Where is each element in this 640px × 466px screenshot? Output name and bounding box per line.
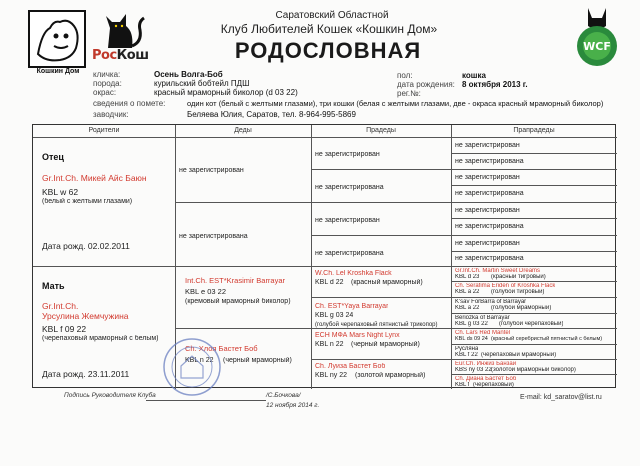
sign-date: 12 ноября 2014 г. [266, 402, 320, 409]
ggp-7-color: (черный мраморный) [351, 341, 420, 348]
mother-name: Урсулина Жемчужина [42, 311, 129, 321]
gggp-4: не зарегистрирована [455, 190, 524, 197]
grandparent-mm-name: Int.Ch. EST*Krasimir Barrayar [185, 277, 286, 285]
ggp-4: не зарегистрирована [315, 250, 384, 257]
gggp-11-name: K'sav ForBarra of Barrayar [455, 299, 527, 305]
gggp-10-name: Ch. Serafima Eriden of Kroshka Flack [455, 283, 556, 289]
region-title: Саратовский Областной [275, 10, 389, 21]
ggp-6-code: KBL g 03 24 [315, 312, 354, 319]
father-name: Gr.Int.Ch. Микей Айс Баюн [42, 173, 147, 183]
gggp-14-name: Русляна [455, 346, 479, 352]
grandparent-ff: не зарегистрирован [179, 167, 244, 174]
ggp-2: не зарегистрирована [315, 184, 384, 191]
ggp-8-color: (золотой мраморный) [355, 372, 426, 379]
gggp-6: не зарегистрирована [455, 223, 524, 230]
father-section-title: Отец [42, 153, 64, 162]
sex-value: кошка [462, 71, 486, 80]
gggp-10-code: KBL a 22 [455, 289, 480, 295]
signer-name: /С.Бочкова/ [266, 392, 301, 399]
ggp-6-color: (голубой черепаховый пятнистый трикопор) [315, 322, 438, 328]
gggp-15-color: (золотой мраморный биколор) [491, 367, 576, 373]
breeder-value: Беляева Юлия, Саратов, тел. 8-964-995-5869 [187, 110, 356, 119]
grandparent-mm-color: (кремовый мраморный биколор) [185, 298, 291, 305]
gggp-16-code: KBL f [455, 382, 470, 388]
dob-value: 8 октября 2013 г. [462, 80, 528, 89]
gggp-15-name: Eur.Ch. Инжиз Банзай [455, 361, 517, 367]
ggp-7-name: ECH МФА Mars Night Lynx [315, 332, 400, 339]
gggp-10-color: (голубой тигровый) [491, 289, 545, 295]
breed-value: курильский бобтейл ПДШ [154, 79, 250, 88]
mother-code: KBL f 09 22 [42, 324, 87, 334]
grandparent-mf-code: KBL n 22 [185, 357, 214, 364]
father-dob: Дата рожд. 02.02.2011 [42, 241, 130, 251]
header-great-great-grandparents: Прапрадеды [513, 127, 555, 134]
gggp-2: не зарегистрирована [455, 158, 524, 165]
club-stamp [161, 336, 223, 398]
grandparent-mm-code: KBL e 03 22 [185, 288, 227, 296]
gggp-13-color: (красный серебристый пятнистый с белым) [491, 336, 603, 342]
grandparent-mf-name: Ch. Хлоя Бастет Боб [185, 345, 258, 353]
ggp-5-code: KBL d 22 [315, 279, 344, 286]
gggp-3: не зарегистрирован [455, 174, 520, 181]
gggp-12-name: Beriozka of Barrayar [455, 315, 510, 321]
header-great-grandparents: Прадеды [366, 127, 396, 134]
color-value: красный мраморный биколор (d 03 22) [154, 88, 298, 97]
header-parents: Родители [88, 127, 120, 134]
cat-info [0, 0, 640, 124]
name-label: кличка: [93, 70, 121, 79]
breeder-label: заводчик: [93, 110, 129, 119]
ggp-5-name: W.Ch. Lel Kroshka Flack [315, 270, 392, 277]
breed-label: порода: [93, 79, 122, 88]
gggp-11-code: KBL a 22 [455, 305, 480, 311]
ggp-6-name: Ch. EST*Yaya Barrayar [315, 303, 389, 310]
ggp-1: не зарегистрирован [315, 151, 380, 158]
pedigree-table [32, 124, 616, 388]
wcf-logo-text: WCF [583, 40, 611, 53]
gggp-5: не зарегистрирован [455, 207, 520, 214]
ggp-5-color: (красный мраморный) [351, 279, 423, 286]
gggp-8: не зарегистрирована [455, 255, 524, 262]
gggp-9-color: (красный тигровый) [491, 274, 546, 280]
gggp-16-color: (черепаховый) [473, 382, 514, 388]
gggp-11-color: (голубой мраморный) [491, 305, 552, 311]
sex-label: пол: [397, 71, 413, 80]
mother-dob: Дата рожд. 23.11.2011 [42, 369, 130, 379]
gggp-9-name: Gr.Int.Ch. Martin Sweet Dreams [455, 268, 541, 274]
gggp-12-color: (голубой черепаховый) [499, 321, 564, 327]
gggp-12-code: KBL g 03 22 [455, 321, 488, 327]
gggp-16-name: Ch. Диана Бастет Боб [455, 376, 517, 382]
gggp-13-code: KBL ds 09 24 [455, 336, 488, 342]
grandparent-mf-color: (черный мраморный) [223, 357, 292, 364]
gggp-1: не зарегистрирован [455, 142, 520, 149]
koshkin-dom-logo-text: Кошкин Дом [36, 68, 80, 75]
grandparent-fm: не зарегистрирована [179, 233, 248, 240]
color-label: окрас: [93, 88, 117, 97]
signature-label: Подпись Руководителя Клуба [64, 392, 156, 399]
gggp-7: не зарегистрирован [455, 240, 520, 247]
dob-label: дата рождения: [397, 80, 455, 89]
club-title: Клуб Любителей Кошек «Кошкин Дом» [220, 22, 438, 36]
roskosh-logo-text: РосКош [92, 48, 149, 63]
gggp-9-code: KBL d 23 [455, 274, 480, 280]
gggp-15-code: KBS ny 03 22 [455, 367, 492, 373]
ggp-7-code: KBL n 22 [315, 341, 344, 348]
document-title: РОДОСЛОВНАЯ [234, 38, 422, 63]
ggp-3: не зарегистрирован [315, 217, 380, 224]
gggp-13-name: Ch. Lars Red Mantel [455, 330, 511, 336]
ggp-8-name: Ch. Луиза Бастет Боб [315, 363, 386, 370]
gggp-14-code: KBL f 22 [455, 352, 478, 358]
mother-title: Gr.Int.Ch. [42, 301, 79, 311]
litter-value: один кот (белый с желтыми глазами), три кошки (белая с желтыми глазами, две - окраса красный мраморный биколор) [187, 99, 604, 108]
mother-section-title: Мать [42, 282, 65, 291]
ggp-8-code: KBL ny 22 [315, 372, 348, 379]
father-color: (белый с желтыми глазами) [42, 198, 133, 205]
gggp-14-color: (черепаховый мраморный) [481, 352, 557, 358]
header-grandparents: Деды [234, 127, 252, 134]
club-email: E-mail: kd_saratov@list.ru [520, 394, 602, 401]
father-code: KBL w 62 [42, 187, 79, 197]
mother-color: (черепаховый мраморный с белым) [42, 335, 159, 342]
litter-label: сведения о помете: [93, 99, 166, 108]
name-value: Осень Волга-Боб [154, 70, 223, 79]
signature-line [146, 400, 266, 401]
reg-label: рег.№: [397, 89, 421, 98]
